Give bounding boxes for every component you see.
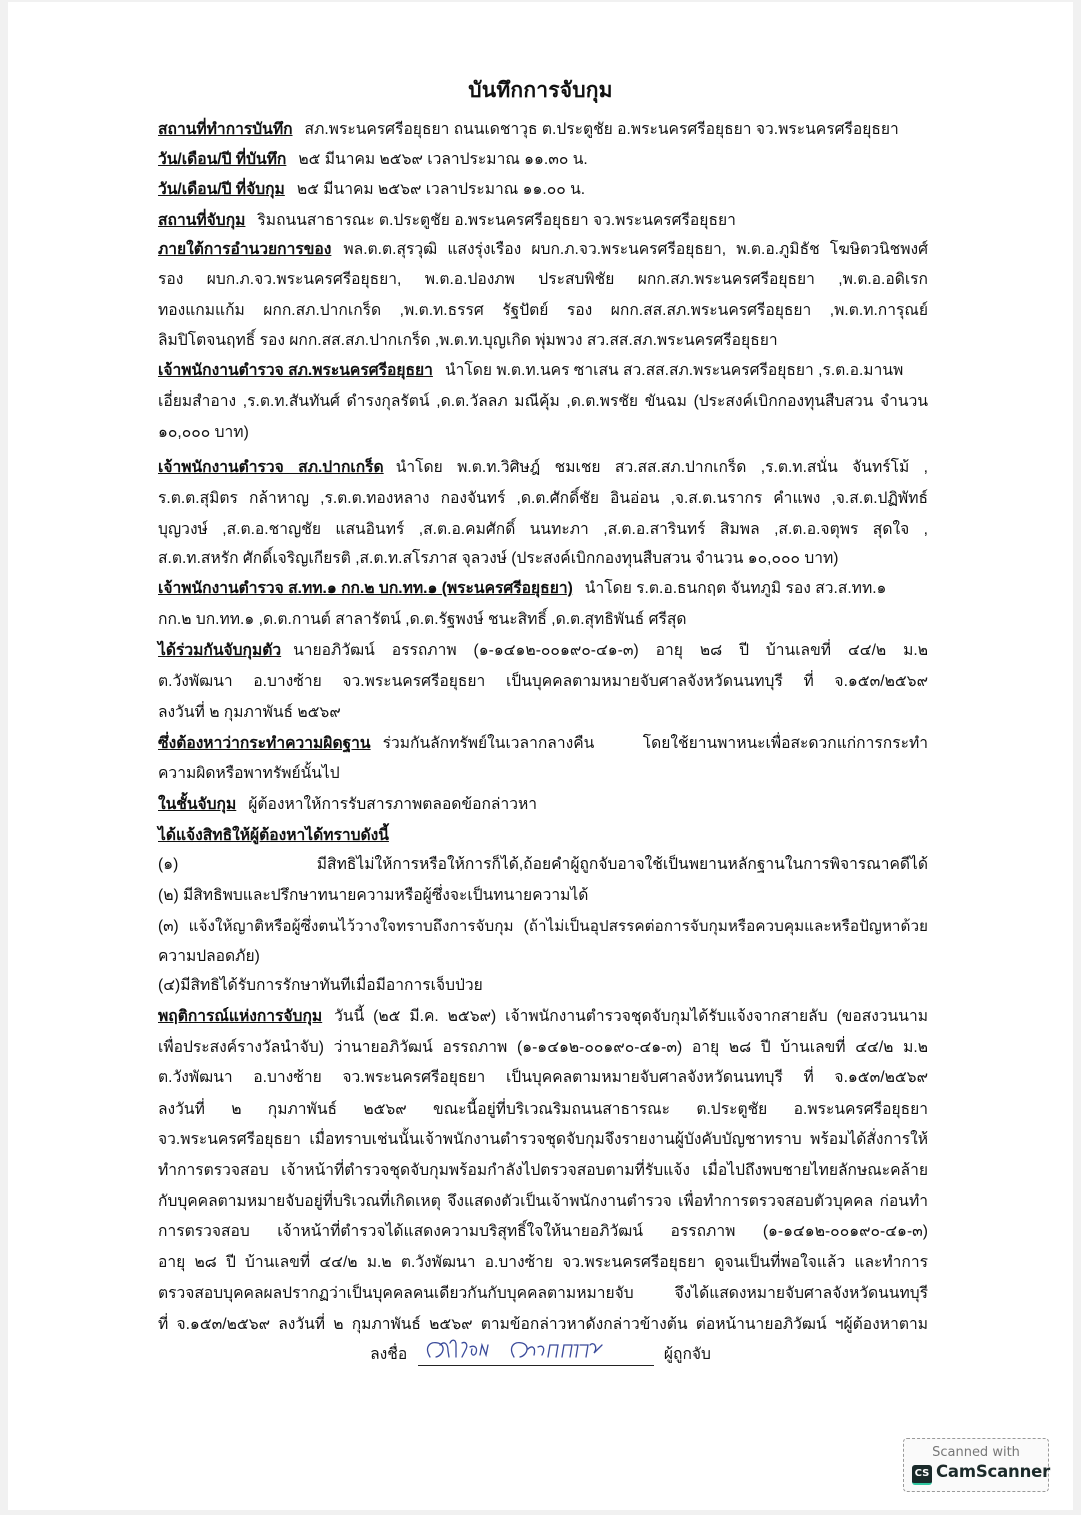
field-text: ทองแกมแก้ม ผกก.สภ.ปากเกร็ด ,พ.ต.ท.ธรรศ รัฐปัตย์ รอง ผกก.สส.สภ.พระนครศรีอยุธยา ,พ.ต.ท.การุณย์ <box>158 302 928 319</box>
field-text: เอี่ยมสำอาง ,ร.ต.ท.สันทันศ์ ดำรงกุลรัตน์ ,ด.ต.วัลลภ มณีคุ้ม ,ด.ต.พรชัย ขันฉม (ประสงค์เบิกกองทุนสืบสวน จำนวน <box>158 393 928 410</box>
signature-suffix: ผู้ถูกจับ <box>663 1346 711 1363</box>
field-text: วันนี้ (๒๕ มี.ค. ๒๕๖๙) เจ้าพนักงานตำรวจชุดจับกุมได้รับแจ้งจากสายลับ (ขอสงวนนาม <box>334 1008 928 1025</box>
document-line <box>158 150 928 170</box>
field-label: เจ้าพนักงานตำรวจ ส.ทท.๑ กก.๒ บก.ทท.๑ (พระนครศรีอยุธยา) <box>158 580 573 597</box>
document-line <box>158 1100 928 1120</box>
field-text: ส.ต.ท.สหรัก ศักดิ์เจริญเกียรติ ,ส.ต.ท.สโรภาส จุลวงษ์ (ประสงค์เบิกกองทุนสืบสวน จำนวน ๑๐,๐๐๐ บาท) <box>158 550 839 567</box>
document-line <box>158 826 928 846</box>
document-line <box>158 520 928 540</box>
field-text: ผู้ต้องหาให้การรับสารภาพตลอดข้อกล่าวหา <box>248 796 538 813</box>
signature-prefix: ลงชื่อ <box>370 1346 408 1363</box>
field-text: การตรวจสอบ เจ้าหน้าที่ตำรวจได้แสดงความบริสุทธิ์ใจให้นายอภิวัฒน์ อรรถภาพ (๑-๑๔๑๒-๐๐๑๙๐-๔๑-๓) <box>158 1223 928 1240</box>
field-text: ต.วังพัฒนา อ.บางซ้าย จว.พระนครศรีอยุธยา เป็นบุคคลตามหมายจับศาลจังหวัดนนทบุรี ที่ จ.๑๕๓/๒๕๖๙ <box>158 673 928 690</box>
document-line <box>158 211 928 231</box>
field-text: ต.วังพัฒนา อ.บางซ้าย จว.พระนครศรีอยุธยา เป็นบุคคลตามหมายจับศาลจังหวัดนนทบุรี ที่ จ.๑๕๓/๒๕๖๙ <box>158 1069 928 1086</box>
document-line <box>158 1222 928 1242</box>
field-label: สถานที่จับกุม <box>158 212 246 229</box>
field-label: วัน/เดือน/ปี ที่จับกุม <box>158 181 285 198</box>
field-label: เจ้าพนักงานตำรวจ สภ.พระนครศรีอยุธยา <box>158 362 433 379</box>
field-label: ในชั้นจับกุม <box>158 796 237 813</box>
signature-row <box>0 1341 1081 1366</box>
field-text: ความผิดหรือพาทรัพย์นั้นไป <box>158 765 340 782</box>
field-text: นำโดย พ.ต.ท.นคร ซาเสน สว.สส.สภ.พระนครศรีอยุธยา ,ร.ต.อ.มานพ <box>444 362 904 379</box>
document-line <box>158 301 928 321</box>
field-text: ทำการตรวจสอบ เจ้าหน้าที่ตำรวจชุดจับกุมพร้อมกำลังไปตรวจสอบตามที่รับแจ้ง เมื่อไปถึงพบชายไทยลักษณะคล้าย <box>158 1162 928 1179</box>
document-line <box>158 703 928 723</box>
document-line <box>158 1253 928 1273</box>
document-line <box>158 489 928 509</box>
field-text: (๔)มีสิทธิได้รับการรักษาทันทีเมื่อมีอาการเจ็บป่วย <box>158 977 483 994</box>
document-line <box>158 240 928 260</box>
document-line <box>158 180 928 200</box>
document-line <box>158 886 928 906</box>
document-line <box>158 1068 928 1088</box>
document-line <box>158 579 928 599</box>
camscanner-logo-icon: CS <box>912 1465 932 1485</box>
field-label: ได้ร่วมกันจับกุมตัว <box>158 642 282 659</box>
field-text: ลงวันที่ ๒ กุมภาพันธ์ ๒๕๖๙ ขณะนี้อยู่ที่บริเวณริมถนนสาธารณะ ต.ประตูชัย อ.พระนครศรีอยุธยา <box>158 1101 928 1118</box>
field-label: พฤติการณ์แห่งการจับกุม <box>158 1008 323 1025</box>
document-line <box>158 976 928 996</box>
field-text: กับบุคคลตามหมายจับอยู่ที่บริเวณที่เกิดเหตุ จึงแสดงตัวเป็นเจ้าพนักงานตำรวจ เพื่อทำการตรวจสอบตัวบุคคล ก่อนทำ <box>158 1193 928 1210</box>
field-text: ๒๕ มีนาคม ๒๕๖๙ เวลาประมาณ ๑๑.๓๐ น. <box>298 151 588 168</box>
field-text: ตรวจสอบบุคคลผลปรากฏว่าเป็นบุคคลคนเดียวกันกับบุคคลตามหมายจับ จึงได้แสดงหมายจับศาลจังหวัดนนทบุรี <box>158 1285 928 1302</box>
field-text: นำโดย พ.ต.ท.วิศิษฎ์ ชมเชย สว.สส.สภ.ปากเกร็ด ,ร.ต.ท.สนั่น จันทร์โม้ , <box>395 459 928 476</box>
field-text: อายุ ๒๘ ปี บ้านเลขที่ ๔๔/๒ ม.๒ ต.วังพัฒนา อ.บางซ้าย จว.พระนครศรีอยุธยา ดูจนเป็นที่พอใจแล้ว และทำการ <box>158 1254 928 1271</box>
document-line <box>158 855 928 875</box>
document-line <box>158 672 928 692</box>
field-text: นำโดย ร.ต.อ.ธนกฤต จันทภูมิ รอง สว.ส.ทท.๑ <box>584 580 887 597</box>
document-line <box>158 610 928 630</box>
document-line <box>158 361 928 381</box>
document-line <box>158 549 928 569</box>
field-text: ๑๐,๐๐๐ บาท) <box>158 424 249 441</box>
document-line <box>158 458 928 478</box>
document-line <box>158 1192 928 1212</box>
document-line <box>158 947 928 967</box>
field-text: ความปลอดภัย) <box>158 948 260 965</box>
field-text: รอง ผบก.ภ.จว.พระนครศรีอยุธยา, พ.ต.อ.ปองภพ ประสบพิชัย ผกก.สภ.พระนครศรีอยุธยา ,พ.ต.อ.อดิเรก <box>158 271 928 288</box>
field-text: ๒๕ มีนาคม ๒๕๖๙ เวลาประมาณ ๑๑.๐๐ น. <box>296 181 586 198</box>
document-line <box>158 1038 928 1058</box>
field-text: สภ.พระนครศรีอยุธยา ถนนเดชาวุธ ต.ประตูชัย อ.พระนครศรีอยุธยา จว.พระนครศรีอยุธยา <box>304 121 899 138</box>
document-line <box>158 1161 928 1181</box>
field-label: ซึ่งต้องหาว่ากระทำความผิดฐาน <box>158 735 371 752</box>
document-line <box>158 1315 928 1335</box>
field-text: เพื่อประสงค์รางวัลนำจับ) ว่านายอภิวัฒน์ อรรถภาพ (๑-๑๔๑๒-๐๐๑๙๐-๔๑-๓) อายุ ๒๘ ปี บ้านเลขที่ ๔๔/๒ ม.๒ <box>158 1039 928 1056</box>
watermark-brand: CamScanner <box>936 1462 1051 1481</box>
field-text: บุญวงษ์ ,ส.ต.อ.ชาญชัย แสนอินทร์ ,ส.ต.อ.คมศักดิ์ นนทะภา ,ส.ต.อ.สารินทร์ สิมพล ,ส.ต.อ.จตุพร สุดใจ , <box>158 521 928 538</box>
field-text: (๑) มีสิทธิไม่ให้การหรือให้การก็ได้,ถ้อยคำผู้ถูกจับอาจใช้เป็นพยานหลักฐานในการพิจารณาคดีได้ <box>158 856 928 873</box>
document-line <box>158 1130 928 1150</box>
document-line <box>158 270 928 290</box>
document-line <box>158 764 928 784</box>
document-line <box>158 1007 928 1027</box>
camscanner-watermark <box>903 1438 1049 1492</box>
watermark-caption: Scanned with <box>932 1445 1020 1460</box>
field-label: ภายใต้การอำนวยการของ <box>158 241 332 258</box>
field-text: (๒) มีสิทธิพบและปรึกษาทนายความหรือผู้ซึ่งจะเป็นทนายความได้ <box>158 887 589 904</box>
document-line <box>158 641 928 661</box>
field-label: สถานที่ทำการบันทึก <box>158 121 293 138</box>
document-line <box>158 917 928 937</box>
field-text: ลิมปิโตจนฤทธิ์ รอง ผกก.สส.สภ.ปากเกร็ด ,พ.ต.ท.บุญเกิด พุ่มพวง สว.สส.สภ.พระนครศรีอยุธยา <box>158 332 778 349</box>
document-line <box>158 795 928 815</box>
field-text: นายอภิวัฒน์ อรรถภาพ (๑-๑๔๑๒-๐๐๑๙๐-๔๑-๓) อายุ ๒๘ ปี บ้านเลขที่ ๔๔/๒ ม.๒ <box>293 642 928 659</box>
field-text: พล.ต.ต.สุรวุฒิ แสงรุ่งเรือง ผบก.ภ.จว.พระนครศรีอยุธยา, พ.ต.อ.ภูมิธัช โฆษิตวนิชพงศ์ <box>343 241 928 258</box>
field-text: ลงวันที่ ๒ กุมภาพันธ์ ๒๕๖๙ <box>158 704 341 721</box>
field-text: กก.๒ บก.ทท.๑ ,ด.ต.กานต์ สาลารัตน์ ,ด.ต.รัฐพงษ์ ชนะสิทธิ์ ,ด.ต.สุทธิพันธ์ ศรีสุด <box>158 611 687 628</box>
field-label: วัน/เดือน/ปี ที่บันทึก <box>158 151 287 168</box>
field-label: ได้แจ้งสิทธิให้ผู้ต้องหาได้ทราบดังนี้ <box>158 827 389 844</box>
field-text: ร.ต.ต.สุมิตร กล้าหาญ ,ร.ต.ต.ทองหลาง กองจันทร์ ,ด.ต.ศักดิ์ชัย อินอ่อน ,จ.ส.ต.นรากร คำแพง ,จ.ส.ต.ปฏิพัทธ์ <box>158 490 928 507</box>
document-line <box>158 392 928 412</box>
field-label: เจ้าพนักงานตำรวจ สภ.ปากเกร็ด <box>158 459 384 476</box>
document-title: บันทึกการจับกุม <box>468 79 613 102</box>
field-text: ร่วมกันลักทรัพย์ในเวลากลางคืน โดยใช้ยานพาหนะเพื่อสะดวกแก่การกระทำ <box>382 735 928 752</box>
document-line <box>158 331 928 351</box>
document-line <box>158 120 928 140</box>
field-text: จว.พระนครศรีอยุธยา เมื่อทราบเช่นนั้นเจ้าพนักงานตำรวจชุดจับกุมจึงรายงานผู้บังคับบัญชาทราบ พร้อมได้สั่งการให้ <box>158 1131 928 1148</box>
document-line <box>158 1284 928 1304</box>
signature-line <box>418 1345 654 1366</box>
field-text: (๓) แจ้งให้ญาติหรือผู้ซึ่งตนไว้วางใจทราบถึงการจับกุม (ถ้าไม่เป็นอุปสรรคต่อการจับกุมหรือควบคุมและหรือปัญหาด้วย <box>158 918 928 935</box>
document-line <box>158 734 928 754</box>
field-text: ที่ จ.๑๕๓/๒๕๖๙ ลงวันที่ ๒ กุมภาพันธ์ ๒๕๖๙ ตามข้อกล่าวหาดังกล่าวข้างต้น ต่อหน้านายอภิวัฒน์ ฯผู้ต้องหาตาม <box>158 1316 928 1333</box>
field-text: ริมถนนสาธารณะ ต.ประตูชัย อ.พระนครศรีอยุธยา จว.พระนครศรีอยุธยา <box>257 212 736 229</box>
document-line <box>158 423 928 443</box>
handwritten-signature <box>418 1337 654 1363</box>
